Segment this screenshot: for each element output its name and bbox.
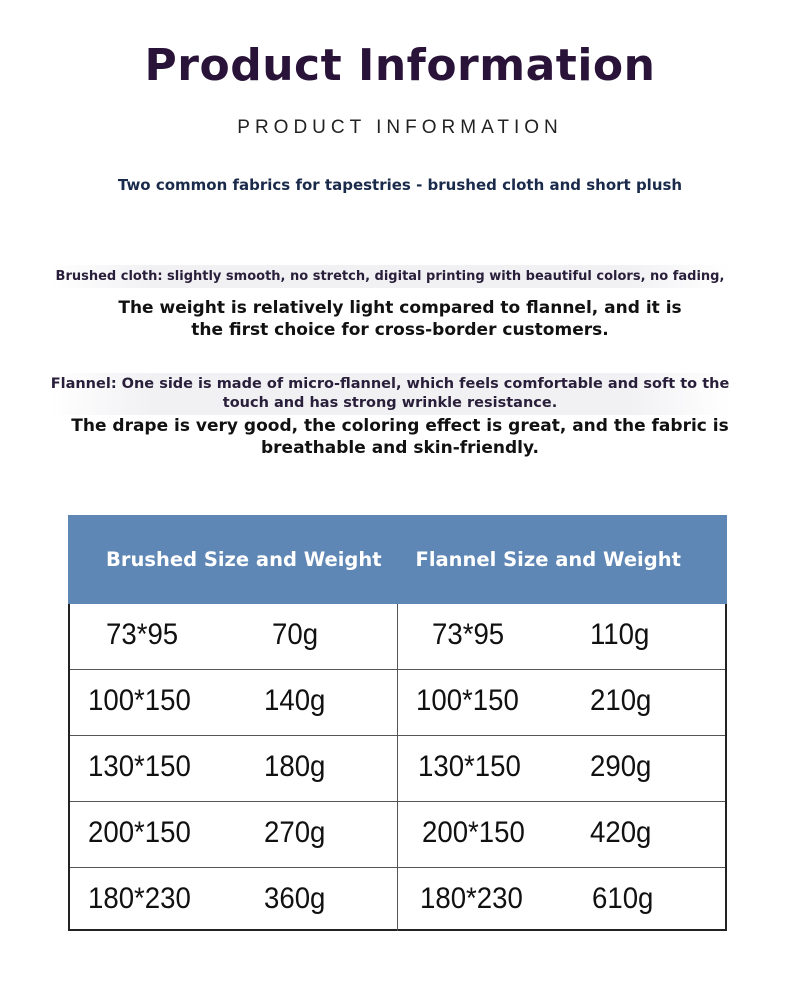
flannel-intro-line1: Flannel: One side is made of micro-flannel, which feels comfortable and soft to the (50, 376, 730, 392)
column-divider (397, 604, 398, 669)
flannel-size: 180*230 (420, 882, 523, 915)
table-row (70, 868, 725, 931)
column-divider (397, 868, 398, 931)
page-subtitle: PRODUCT INFORMATION (237, 117, 563, 138)
brushed-size: 100*150 (88, 684, 191, 717)
brushed-size: 200*150 (88, 816, 191, 849)
brushed-size: 73*95 (106, 618, 179, 651)
brushed-size: 180*230 (88, 882, 191, 915)
flannel-size: 200*150 (422, 816, 525, 849)
brushed-weight: 140g (264, 684, 326, 717)
flannel-size: 100*150 (416, 684, 519, 717)
brushed-weight: 270g (264, 816, 326, 849)
flannel-detail-line1: The drape is very good, the coloring effect is great, and the fabric is (71, 416, 729, 436)
tagline: Two common fabrics for tapestries - brushed cloth and short plush (117, 176, 683, 194)
table-header (68, 515, 727, 604)
brushed-weight: 70g (272, 618, 319, 651)
column-divider (397, 736, 398, 801)
header-flannel: Flannel Size and Weight (415, 548, 681, 571)
brushed-weight: 180g (264, 750, 326, 783)
flannel-weight: 210g (590, 684, 652, 717)
size-weight-table (68, 604, 727, 931)
header-brushed: Brushed Size and Weight (106, 548, 382, 571)
column-divider (397, 670, 398, 735)
table-row (70, 736, 725, 802)
brushed-intro: Brushed cloth: slightly smooth, no stretch, digital printing with beautiful colors, no fading, (50, 265, 730, 288)
brushed-detail-line1: The weight is relatively light compared to flannel, and it is (118, 298, 682, 318)
page-title: Product Information (144, 40, 656, 91)
table-row (70, 670, 725, 736)
flannel-weight: 290g (590, 750, 652, 783)
brushed-detail (0, 297, 800, 341)
flannel-detail (0, 415, 800, 459)
flannel-detail-line2: breathable and skin-friendly. (261, 438, 539, 458)
flannel-weight: 610g (592, 882, 654, 915)
table-row (70, 802, 725, 868)
flannel-intro-line2: touch and has strong wrinkle resistance. (222, 395, 558, 411)
brushed-detail-line2: the first choice for cross-border customers. (191, 320, 609, 340)
flannel-size: 130*150 (418, 750, 521, 783)
flannel-weight: 110g (590, 618, 650, 651)
brushed-weight: 360g (264, 882, 326, 915)
flannel-weight: 420g (590, 816, 652, 849)
flannel-size: 73*95 (432, 618, 505, 651)
flannel-intro (50, 373, 730, 415)
brushed-size: 130*150 (88, 750, 191, 783)
column-divider (397, 802, 398, 867)
table-row (70, 604, 725, 670)
